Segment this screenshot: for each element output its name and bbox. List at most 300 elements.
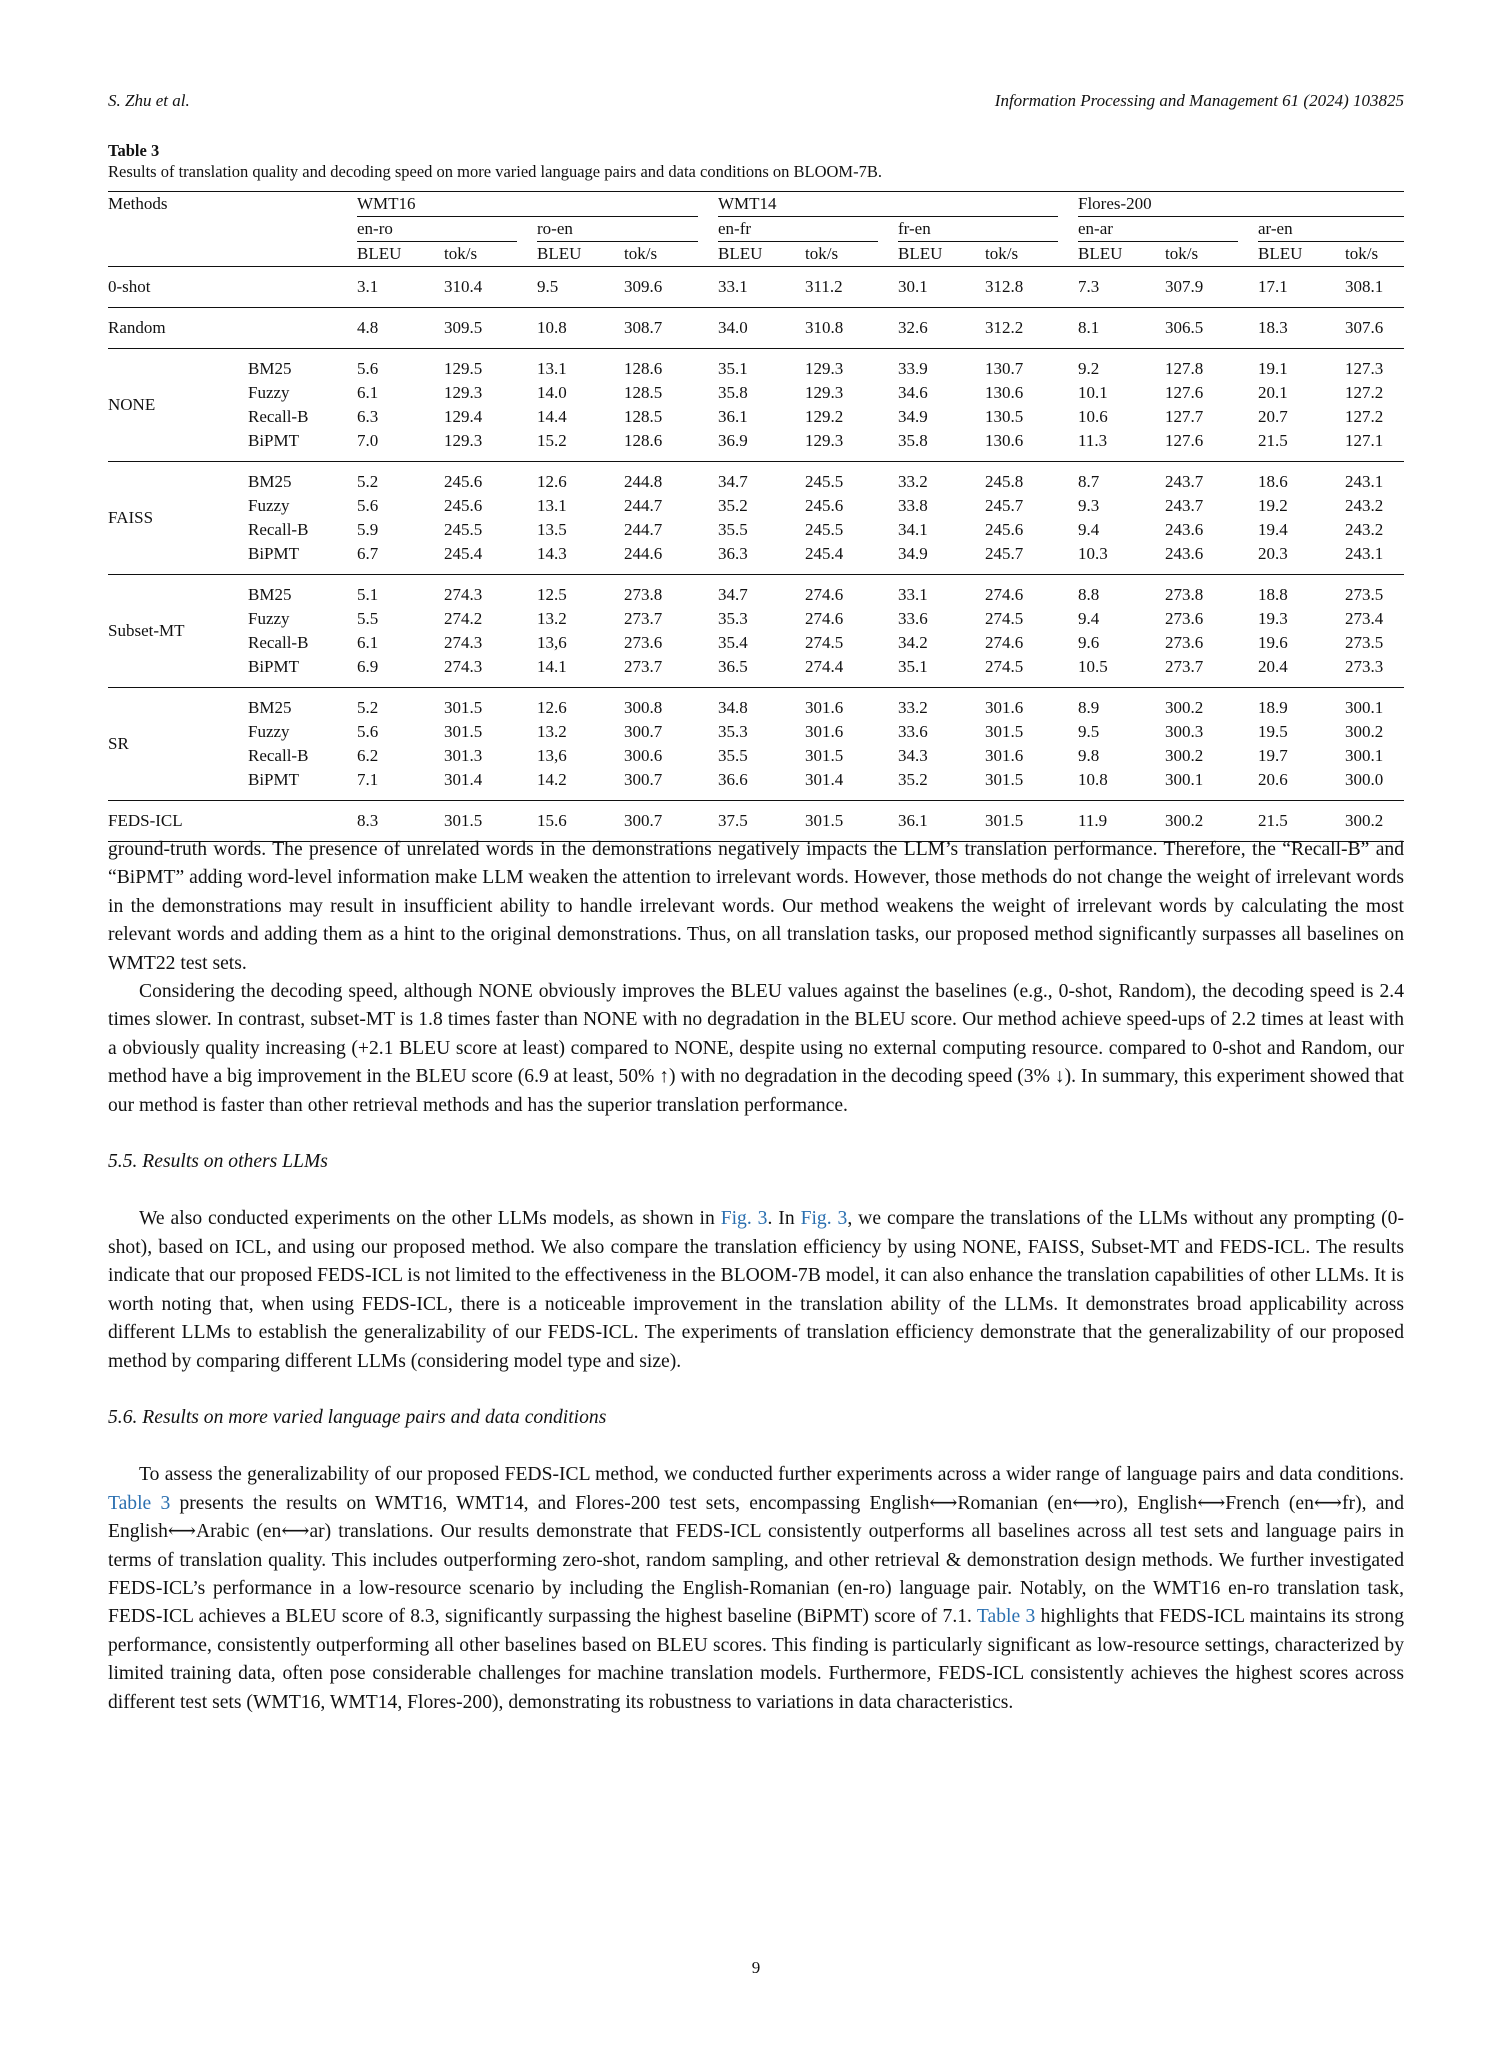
value-cell: 12.5 (537, 585, 567, 604)
value-cell: 36.1 (898, 811, 928, 830)
value-cell: 33.6 (898, 609, 928, 628)
value-cell: 301.6 (985, 698, 1024, 717)
sub-method-name: BM25 (248, 585, 292, 604)
rule-row (108, 679, 1404, 688)
value-cell: 10.8 (1078, 770, 1108, 789)
pair-label: ar-en (1258, 217, 1404, 242)
running-head-journal: Information Processing and Management 61 (2024) 103825 (994, 91, 1404, 110)
metric-header: tok/s (985, 242, 1078, 267)
value-cell: 33.8 (898, 496, 928, 515)
value-cell: 300.7 (624, 811, 663, 830)
header-row-metrics (108, 242, 1404, 267)
value-cell: 300.7 (624, 722, 663, 741)
value-cell: 5.6 (357, 722, 379, 741)
value-cell: 8.9 (1078, 698, 1100, 717)
metric-header: tok/s (624, 242, 718, 267)
fig-3-link[interactable]: Fig. 3 (800, 1208, 848, 1230)
value-cell: 6.1 (357, 383, 379, 402)
table-row (108, 631, 1404, 655)
spacer-row (108, 349, 1404, 358)
value-cell: 274.6 (985, 585, 1024, 604)
value-cell: 11.9 (1078, 811, 1108, 830)
sub-method-name: Recall-B (248, 633, 309, 652)
value-cell: 300.2 (1345, 811, 1384, 830)
value-cell: 17.1 (1258, 277, 1288, 296)
pair-header (1078, 217, 1258, 242)
table-row (108, 494, 1404, 518)
value-cell: 274.5 (805, 633, 844, 652)
value-cell: 13.1 (537, 496, 567, 515)
value-cell: 21.5 (1258, 431, 1288, 450)
pair-header (898, 217, 1078, 242)
value-cell: 5.9 (357, 520, 379, 539)
value-cell: 36.5 (718, 657, 748, 676)
value-cell: 274.3 (444, 585, 483, 604)
value-cell: 19.5 (1258, 722, 1288, 741)
group-method-name: FAISS (108, 508, 154, 527)
value-cell: 128.5 (624, 407, 663, 426)
rule-row (108, 566, 1404, 575)
value-cell: 35.2 (718, 496, 748, 515)
value-cell: 243.1 (1345, 544, 1384, 563)
value-cell: 300.7 (624, 770, 663, 789)
value-cell: 245.4 (444, 544, 483, 563)
value-cell: 35.4 (718, 633, 748, 652)
value-cell: 18.8 (1258, 585, 1288, 604)
value-cell: 300.1 (1165, 770, 1204, 789)
value-cell: 130.6 (985, 431, 1024, 450)
value-cell: 273.6 (624, 633, 663, 652)
value-cell: 19.6 (1258, 633, 1288, 652)
value-cell: 34.0 (718, 318, 748, 337)
dataset-label: WMT14 (718, 192, 1058, 217)
value-cell: 20.7 (1258, 407, 1288, 426)
sub-method-name: BiPMT (248, 431, 300, 450)
value-cell: 11.3 (1078, 431, 1108, 450)
metric-header: BLEU (357, 242, 444, 267)
value-cell: 18.9 (1258, 698, 1288, 717)
value-cell: 273.5 (1345, 633, 1384, 652)
value-cell: 35.2 (898, 770, 928, 789)
value-cell: 129.3 (444, 431, 483, 450)
value-cell: 37.5 (718, 811, 748, 830)
value-cell: 245.6 (444, 496, 483, 515)
page (108, 0, 1404, 2063)
value-cell: 300.2 (1165, 698, 1204, 717)
value-cell: 244.7 (624, 520, 663, 539)
value-cell: 9.2 (1078, 359, 1100, 378)
dataset-header (1078, 192, 1404, 218)
value-cell: 21.5 (1258, 811, 1288, 830)
value-cell: 7.1 (357, 770, 379, 789)
value-cell: 7.3 (1078, 277, 1100, 296)
value-cell: 127.3 (1345, 359, 1384, 378)
value-cell: 35.5 (718, 746, 748, 765)
value-cell: 308.7 (624, 318, 663, 337)
value-cell: 130.5 (985, 407, 1024, 426)
value-cell: 128.6 (624, 359, 663, 378)
rule-row (108, 792, 1404, 801)
value-cell: 129.2 (805, 407, 844, 426)
value-cell: 301.6 (805, 722, 844, 741)
value-cell: 307.6 (1345, 318, 1384, 337)
value-cell: 5.6 (357, 359, 379, 378)
value-cell: 33.6 (898, 722, 928, 741)
value-cell: 245.7 (985, 544, 1024, 563)
section-heading-5-6: 5.6. Results on more varied language pairs and data conditions (108, 1406, 607, 1428)
value-cell: 6.7 (357, 544, 379, 563)
value-cell: 301.6 (985, 746, 1024, 765)
table-label: Table 3 (108, 141, 160, 160)
value-cell: 243.6 (1165, 544, 1204, 563)
value-cell: 245.4 (805, 544, 844, 563)
value-cell: 243.1 (1345, 472, 1384, 491)
value-cell: 274.2 (444, 609, 483, 628)
value-cell: 128.6 (624, 431, 663, 450)
sub-method-name: BM25 (248, 472, 292, 491)
value-cell: 310.8 (805, 318, 844, 337)
spacer (108, 688, 1404, 697)
value-cell: 309.5 (444, 318, 483, 337)
value-cell: 300.0 (1345, 770, 1384, 789)
value-cell: 6.1 (357, 633, 379, 652)
value-cell: 127.7 (1165, 407, 1204, 426)
value-cell: 14.4 (537, 407, 567, 426)
value-cell: 20.1 (1258, 383, 1288, 402)
sub-method-name: Fuzzy (248, 722, 290, 741)
table-row (108, 429, 1404, 453)
value-cell: 33.1 (898, 585, 928, 604)
value-cell: 300.2 (1165, 746, 1204, 765)
rule (108, 453, 1404, 462)
header-row-datasets (108, 192, 1404, 218)
value-cell: 301.6 (805, 698, 844, 717)
value-cell: 129.3 (444, 383, 483, 402)
sub-method-name: Fuzzy (248, 383, 290, 402)
pair-label: en-ar (1078, 217, 1238, 242)
table-row (108, 542, 1404, 566)
value-cell: 36.3 (718, 544, 748, 563)
sub-method-name: Recall-B (248, 746, 309, 765)
value-cell: 308.1 (1345, 277, 1384, 296)
value-cell: 273.6 (1165, 633, 1204, 652)
value-cell: 274.4 (805, 657, 844, 676)
rule-row (108, 340, 1404, 349)
value-cell: 301.5 (985, 811, 1024, 830)
value-cell: 12.6 (537, 698, 567, 717)
value-cell: 35.8 (898, 431, 928, 450)
value-cell: 300.1 (1345, 698, 1384, 717)
value-cell: 274.3 (444, 633, 483, 652)
value-cell: 301.4 (444, 770, 483, 789)
table-row (108, 583, 1404, 607)
body-text (108, 836, 1404, 1717)
value-cell: 301.5 (444, 722, 483, 741)
pair-label: fr-en (898, 217, 1058, 242)
value-cell: 35.8 (718, 383, 748, 402)
value-cell: 245.6 (444, 472, 483, 491)
value-cell: 19.2 (1258, 496, 1288, 515)
spacer-row (108, 575, 1404, 584)
value-cell: 20.6 (1258, 770, 1288, 789)
blank (108, 217, 357, 242)
value-cell: 309.6 (624, 277, 663, 296)
table-row (108, 607, 1404, 631)
value-cell: 273.3 (1345, 657, 1384, 676)
value-cell: 245.6 (985, 520, 1024, 539)
value-cell: 300.2 (1165, 811, 1204, 830)
value-cell: 127.6 (1165, 383, 1204, 402)
method-name: 0-shot (108, 277, 151, 296)
table-row-feds-icl (108, 809, 1404, 833)
value-cell: 9.5 (1078, 722, 1100, 741)
value-cell: 300.1 (1345, 746, 1384, 765)
value-cell: 9.5 (537, 277, 559, 296)
value-cell: 13.5 (537, 520, 567, 539)
sub-method-name: Fuzzy (248, 609, 290, 628)
value-cell: 10.3 (1078, 544, 1108, 563)
value-cell: 34.7 (718, 472, 748, 491)
value-cell: 127.2 (1345, 383, 1384, 402)
value-cell: 34.9 (898, 407, 928, 426)
metric-header: BLEU (718, 242, 805, 267)
value-cell: 244.6 (624, 544, 663, 563)
value-cell: 35.1 (718, 359, 748, 378)
value-cell: 9.3 (1078, 496, 1100, 515)
value-cell: 36.1 (718, 407, 748, 426)
value-cell: 32.6 (898, 318, 928, 337)
table-row (108, 744, 1404, 768)
rule (108, 340, 1404, 349)
spacer (108, 575, 1404, 584)
metric-header: BLEU (1258, 242, 1345, 267)
metric-header: tok/s (444, 242, 537, 267)
paragraph: To assess the generalizability of our proposed FEDS-ICL method, we conducted further experiments across a wider range of language pairs and data conditions. Table 3 presents the results on WMT16, WMT14, and Flores-200 test sets, encompassing English⟷Romanian (en⟷ro), English⟷French (en⟷fr), and English⟷Arabic (en⟷ar) translations. Our results demonstrate that FEDS-ICL consistently outperforms all baselines across all test sets and language pairs in terms of translation quality. This includes outperforming zero-shot, random sampling, and other retrieval & demonstration design methods. We further investigated FEDS-ICL’s performance in a low-resource scenario by including the English-Romanian (en-ro) language pair. Notably, on the WMT16 en-ro translation task, FEDS-ICL achieves a BLEU score of 8.3, significantly surpassing the highest baseline (BiPMT) score of 7.1. Table 3 highlights that FEDS-ICL maintains its strong performance, consistently outperforming all other baselines based on BLEU scores. This finding is particularly significant as low-resource settings, characterized by limited training data, often pose considerable challenges for machine translation models. Furthermore, FEDS-ICL consistently achieves the highest scores across different test sets (WMT16, WMT14, Flores-200), demonstrating its robustness to variations in data characteristics. (108, 1464, 1405, 1713)
sub-method-name: BiPMT (248, 544, 300, 563)
sub-method-name: BM25 (248, 698, 292, 717)
rule (108, 566, 1404, 575)
value-cell: 130.6 (985, 383, 1024, 402)
value-cell: 244.8 (624, 472, 663, 491)
metric-header: tok/s (1165, 242, 1258, 267)
value-cell: 33.9 (898, 359, 928, 378)
rule-row (108, 299, 1404, 308)
spacer-row (108, 308, 1404, 317)
metric-header: tok/s (1345, 242, 1404, 267)
value-cell: 36.9 (718, 431, 748, 450)
value-cell: 301.3 (444, 746, 483, 765)
value-cell: 14.1 (537, 657, 567, 676)
value-cell: 301.5 (805, 811, 844, 830)
dataset-label: Flores-200 (1078, 192, 1404, 217)
value-cell: 6.2 (357, 746, 379, 765)
value-cell: 273.7 (624, 657, 663, 676)
value-cell: 15.6 (537, 811, 567, 830)
sub-method-name: Recall-B (248, 407, 309, 426)
value-cell: 312.2 (985, 318, 1024, 337)
value-cell: 245.5 (444, 520, 483, 539)
value-cell: 301.4 (805, 770, 844, 789)
value-cell: 307.9 (1165, 277, 1204, 296)
page-number: 9 (751, 1958, 761, 1977)
running-head-authors: S. Zhu et al. (108, 91, 190, 110)
value-cell: 129.5 (444, 359, 483, 378)
value-cell: 36.6 (718, 770, 748, 789)
rule (108, 679, 1404, 688)
pair-header (537, 217, 718, 242)
value-cell: 244.7 (624, 496, 663, 515)
value-cell: 33.2 (898, 472, 928, 491)
value-cell: 9.4 (1078, 609, 1100, 628)
value-cell: 34.7 (718, 585, 748, 604)
group-method-name: Subset-MT (108, 621, 185, 640)
value-cell: 14.2 (537, 770, 567, 789)
value-cell: 13.2 (537, 722, 567, 741)
value-cell: 245.5 (805, 472, 844, 491)
table-row (108, 357, 1404, 381)
value-cell: 8.8 (1078, 585, 1100, 604)
value-cell: 128.5 (624, 383, 663, 402)
value-cell: 34.2 (898, 633, 928, 652)
value-cell: 35.3 (718, 609, 748, 628)
sub-method-name: Recall-B (248, 520, 309, 539)
value-cell: 5.6 (357, 496, 379, 515)
value-cell: 274.6 (805, 609, 844, 628)
value-cell: 35.3 (718, 722, 748, 741)
value-cell: 18.3 (1258, 318, 1288, 337)
value-cell: 273.6 (1165, 609, 1204, 628)
value-cell: 9.6 (1078, 633, 1100, 652)
value-cell: 8.7 (1078, 472, 1100, 491)
value-cell: 129.3 (805, 383, 844, 402)
value-cell: 273.4 (1345, 609, 1384, 628)
value-cell: 5.2 (357, 472, 379, 491)
value-cell: 33.2 (898, 698, 928, 717)
paragraph: Considering the decoding speed, although NONE obviously improves the BLEU values against the baselines (e.g., 0-shot, Random), the decoding speed is 2.4 times slower. In contrast, subset-MT is 1.8 times faster than NONE with no degradation in the BLEU score. Our method achieve speed-ups of 2.2 times at least with a obviously quality increasing (+2.1 BLEU score at least) compared to NONE, despite using no external computing resource. compared to 0-shot and Random, our method have a big improvement in the BLEU score (6.9 at least, 50% ↑) with no degradation in the decoding speed (3% ↓). In summary, this experiment showed that our method is faster than other retrieval methods and has the superior translation performance. (108, 981, 1404, 1116)
value-cell: 10.1 (1078, 383, 1108, 402)
value-cell: 10.8 (537, 318, 567, 337)
sub-method-name: BM25 (248, 359, 292, 378)
value-cell: 33.1 (718, 277, 748, 296)
value-cell: 129.3 (805, 359, 844, 378)
sub-method-name: BiPMT (248, 657, 300, 676)
value-cell: 301.5 (444, 811, 483, 830)
value-cell: 19.1 (1258, 359, 1288, 378)
value-cell: 243.2 (1345, 520, 1384, 539)
value-cell: 274.3 (444, 657, 483, 676)
value-cell: 243.7 (1165, 496, 1204, 515)
pair-header (718, 217, 898, 242)
value-cell: 14.3 (537, 544, 567, 563)
value-cell: 34.3 (898, 746, 928, 765)
value-cell: 5.2 (357, 698, 379, 717)
value-cell: 13.2 (537, 609, 567, 628)
value-cell: 274.6 (805, 585, 844, 604)
value-cell: 273.8 (624, 585, 663, 604)
dataset-header (718, 192, 1078, 218)
blank (108, 242, 357, 267)
spacer (108, 349, 1404, 358)
value-cell: 310.4 (444, 277, 483, 296)
value-cell: 19.7 (1258, 746, 1288, 765)
value-cell: 127.8 (1165, 359, 1204, 378)
value-cell: 7.0 (357, 431, 379, 450)
value-cell: 127.6 (1165, 431, 1204, 450)
value-cell: 35.1 (898, 657, 928, 676)
value-cell: 13.1 (537, 359, 567, 378)
table-3-link[interactable]: Table 3 (108, 1492, 171, 1514)
rule (108, 299, 1404, 308)
value-cell: 274.6 (985, 633, 1024, 652)
value-cell: 300.8 (624, 698, 663, 717)
sub-method-name: BiPMT (248, 770, 300, 789)
paragraph: We also conducted experiments on the other LLMs models, as shown in Fig. 3. In Fig. 3, we compare the translations of the LLMs without any prompting (0-shot), based on ICL, and using our proposed method. We also compare the translation efficiency by using NONE, FAISS, Subset-MT and FEDS-ICL. The results indicate that our proposed FEDS-ICL is not limited to the effectiveness in the BLOOM-7B model, it can also enhance the translation capabilities of other LLMs. It is worth noting that, when using FEDS-ICL, there is a noticeable improvement in the translation ability of the LLMs. It demonstrates broad applicability across different LLMs to establish the generalizability of our FEDS-ICL. The experiments of translation efficiency demonstrate that the generalizability of our proposed method by comparing different LLMs (considering model type and size). (108, 1208, 1404, 1372)
table-row (108, 655, 1404, 679)
value-cell: 273.7 (1165, 657, 1204, 676)
metric-header: BLEU (898, 242, 985, 267)
spacer (108, 267, 1404, 276)
value-cell: 10.5 (1078, 657, 1108, 676)
pair-label: en-ro (357, 217, 517, 242)
value-cell: 34.9 (898, 544, 928, 563)
table-row (108, 720, 1404, 744)
spacer-row (108, 267, 1404, 276)
table-row (108, 768, 1404, 792)
value-cell: 8.1 (1078, 318, 1100, 337)
pair-label: en-fr (718, 217, 878, 242)
pair-header (357, 217, 537, 242)
value-cell: 127.1 (1345, 431, 1384, 450)
value-cell: 129.3 (805, 431, 844, 450)
fig-3-link[interactable]: Fig. 3 (720, 1208, 768, 1230)
value-cell: 243.7 (1165, 472, 1204, 491)
value-cell: 306.5 (1165, 318, 1204, 337)
spacer (108, 801, 1404, 810)
value-cell: 34.6 (898, 383, 928, 402)
value-cell: 312.8 (985, 277, 1024, 296)
value-cell: 35.5 (718, 520, 748, 539)
section-heading-5-5: 5.5. Results on others LLMs (108, 1151, 328, 1173)
dataset-header (357, 192, 718, 218)
value-cell: 6.3 (357, 407, 379, 426)
pair-label: ro-en (537, 217, 698, 242)
value-cell: 9.4 (1078, 520, 1100, 539)
value-cell: 245.6 (805, 496, 844, 515)
pair-header (1258, 217, 1404, 242)
group-method-name: NONE (108, 395, 156, 414)
value-cell: 34.8 (718, 698, 748, 717)
value-cell: 301.5 (985, 770, 1024, 789)
value-cell: 300.3 (1165, 722, 1204, 741)
value-cell: 243.2 (1345, 496, 1384, 515)
value-cell: 13,6 (537, 633, 567, 652)
value-cell: 14.0 (537, 383, 567, 402)
table-3-link[interactable]: Table 3 (976, 1606, 1036, 1628)
spacer (108, 462, 1404, 471)
value-cell: 245.8 (985, 472, 1024, 491)
value-cell: 311.2 (805, 277, 843, 296)
value-cell: 18.6 (1258, 472, 1288, 491)
value-cell: 127.2 (1345, 407, 1384, 426)
value-cell: 15.2 (537, 431, 567, 450)
metric-header: tok/s (805, 242, 898, 267)
method-name: Random (108, 318, 166, 337)
value-cell: 20.3 (1258, 544, 1288, 563)
table-caption (108, 140, 1404, 182)
sub-method-name: Fuzzy (248, 496, 290, 515)
value-cell: 243.6 (1165, 520, 1204, 539)
value-cell: 30.1 (898, 277, 928, 296)
